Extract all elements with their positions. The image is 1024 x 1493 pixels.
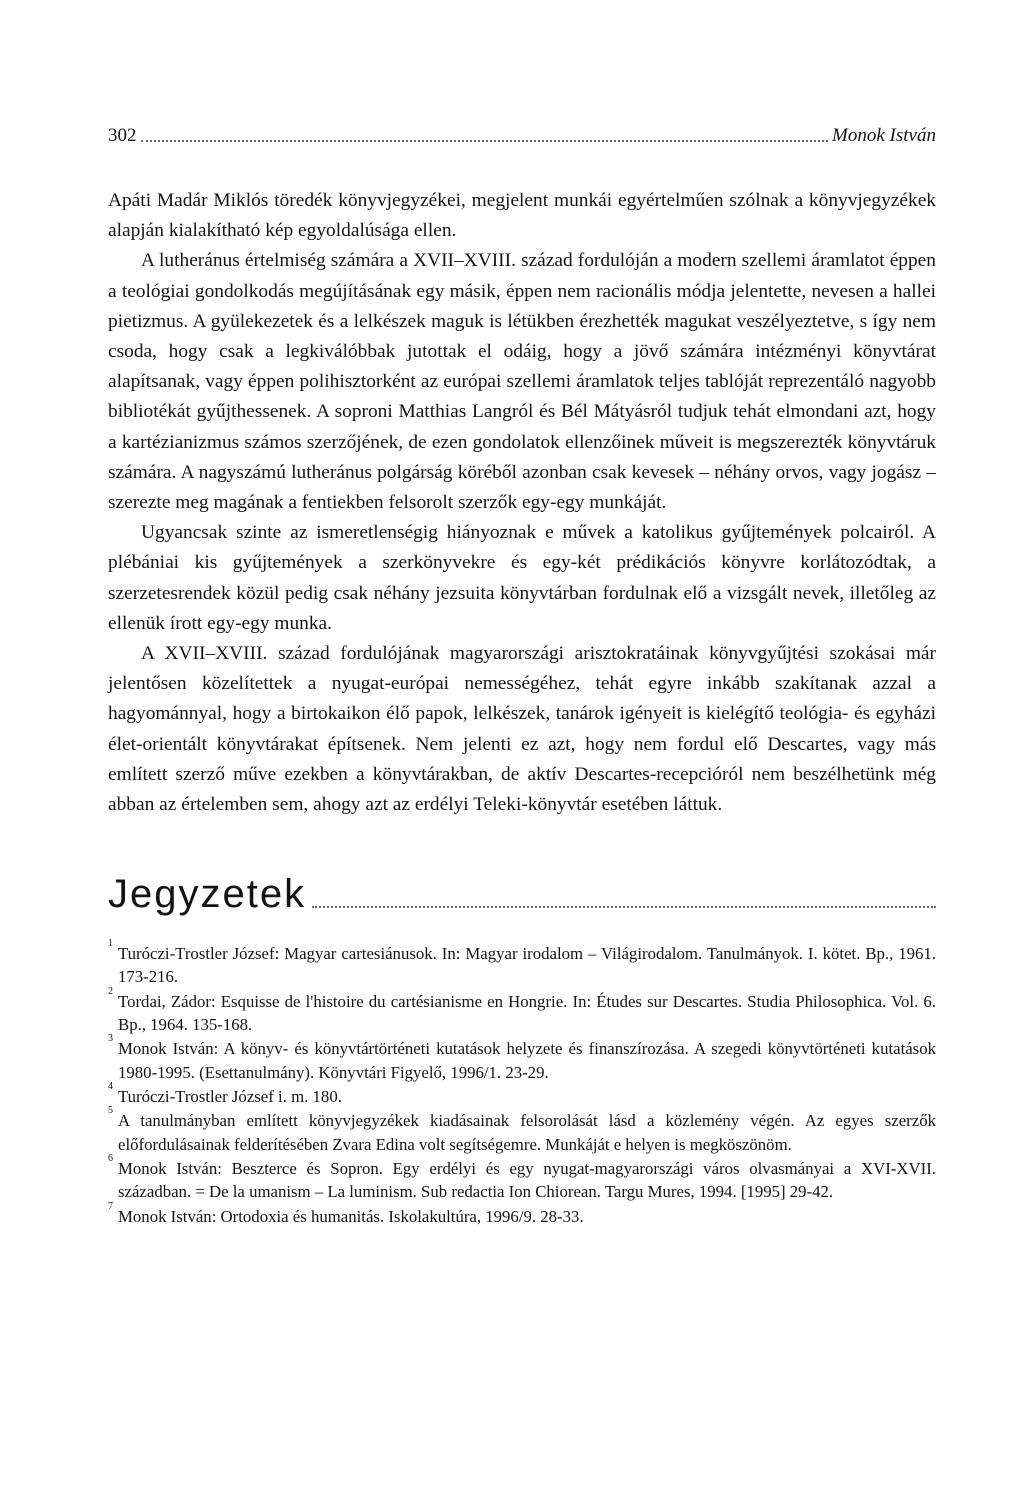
body-paragraph: Apáti Madár Miklós töredék könyvjegyzékei, megjelent munkái egyértelműen szólnak a könyvjegyzékek alapján kialakítható kép egyoldalúsága ellen. <box>108 190 936 242</box>
footnote-marker: 2 <box>108 985 113 997</box>
page-number: 302 <box>108 125 137 146</box>
footnote-text: A tanulmányban említett könyvjegyzékek kiadásainak felsorolását lásd a közlemény végén. Az egyes szerzők előfordulásainak felderítésében Zvara Edina volt segítségemre. Munkáját e helyen is megköszönöm. <box>118 1111 936 1154</box>
footnote <box>108 1033 936 1083</box>
footnote-marker: 1 <box>108 938 113 950</box>
footnote-text: Monok István: Beszterce és Sopron. Egy erdélyi és egy nyugat-magyarországi város olvasmányai a XVI-XVII. században. = De la umanism – La luminism. Sub redactia Ion Chiorean. Targu Mures, 1994. [1995] 29-42. <box>118 1159 936 1202</box>
footnote-text: Monok István: A könyv- és könyvtártörténeti kutatások helyzete és finanszírozása. A szegedi könyvtörténeti kutatások 1980-1995. (Esettanulmány). Könyvtári Figyelő, 1996/1. 23-29. <box>118 1039 936 1082</box>
footnote-marker: 3 <box>108 1033 113 1045</box>
book-page <box>108 126 936 1229</box>
footnote <box>108 938 936 988</box>
footnote-text: Monok István: Ortodoxia és humanitás. Iskolakultúra, 1996/9. 28-33. <box>118 1206 584 1226</box>
footnote-marker: 4 <box>108 1081 113 1093</box>
body-paragraph: Ugyancsak szinte az ismeretlenségig hiányoznak e művek a katolikus gyűjtemények polcairól. A plébániai kis gyűjtemények a szerkönyvekre és egy-két prédikációs könyvre korlátozódtak, a szerzetesrendek közül pedig csak néhány jezsuita könyvtárban fordulnak elő a vizsgált nevek, illetőleg az ellenük írott egy-egy munka. <box>108 522 936 634</box>
footnote <box>108 985 936 1036</box>
footnote <box>108 1200 936 1228</box>
running-header <box>108 126 936 146</box>
footnote <box>108 1105 936 1155</box>
footnote-marker: 5 <box>108 1105 113 1117</box>
footnote <box>108 1081 936 1108</box>
body-paragraph: A lutheránus értelmiség számára a XVII–XVIII. század fordulóján a modern szellemi áramlatot éppen a teológiai gondolkodás megújításának egy másik, éppen nem racionális módja jelentette, nevesen a hallei pietizmus. A gyülekezetek és a lelkészek maguk is létükben érezhették magukat veszélyeztetve, s így nem csoda, hogy csak a legkiválóbbak jutottak el odáig, hogy a jövő számára intézményi könyvtárat alapítsanak, vagy éppen polihisztorként az európai szellemi áramlatok teljes tablóját reprezentáló nagyobb bibliotékát gyűjthessenek. A soproni Matthias Langról és Bél Mátyásról tudjuk tehát elmondani azt, hogy a kartézianizmus számos szerzőjének, de ezen gondolatok ellenzőinek műveit is megszerezték könyvtáruk számára. A nagyszámú lutheránus polgárság köréből azonban csak kevesek – néhány orvos, vagy jogász – szerezte meg magának a fentiekben felsorolt szerzők egy-egy munkáját. <box>108 250 936 514</box>
notes-heading-title: Jegyzetek <box>108 872 307 917</box>
running-header-author: Monok István <box>832 125 936 146</box>
header-dotted-leader <box>141 140 829 142</box>
footnote-text: Turóczi-Trostler József: Magyar cartesiánusok. In: Magyar irodalom – Világirodalom. Tanulmányok. I. kötet. Bp., 1961. 173-216. <box>118 944 936 987</box>
footnote-list <box>108 938 936 1228</box>
notes-section-heading <box>108 872 936 916</box>
footnote-text: Turóczi-Trostler József i. m. 180. <box>118 1087 342 1107</box>
footnote <box>108 1153 936 1203</box>
footnote-text: Tordai, Zádor: Esquisse de l'histoire du cartésianisme en Hongrie. In: Études sur Descartes. Studia Philosophica. Vol. 6. Bp., 1964. 135-168. <box>118 991 936 1035</box>
notes-heading-dotted-rule <box>312 906 936 908</box>
body-paragraph: A XVII–XVIII. század fordulójának magyarországi arisztokratáinak könyvgyűjtési szokásai már jelentősen közelítettek a nyugat-európai nemességéhez, tehát egyre inkább szakítanak azzal a hagyománnyal, hogy a birtokaikon élő papok, lelkészek, tanárok igényeit is kielégítő teológia- és egyházi élet-orientált könyvtárakat építsenek. Nem jelenti ez azt, hogy nem fordul elő Descartes, vagy más említett szerző műve ezekben a könyvtárakban, de aktív Descartes-recepcióról nem beszélhetünk még abban az értelemben sem, ahogy azt az erdélyi Teleki-könyvtár esetében láttuk. <box>108 643 936 816</box>
body-text <box>108 186 936 820</box>
footnote-marker: 7 <box>108 1200 113 1212</box>
footnote-marker: 6 <box>108 1153 113 1165</box>
